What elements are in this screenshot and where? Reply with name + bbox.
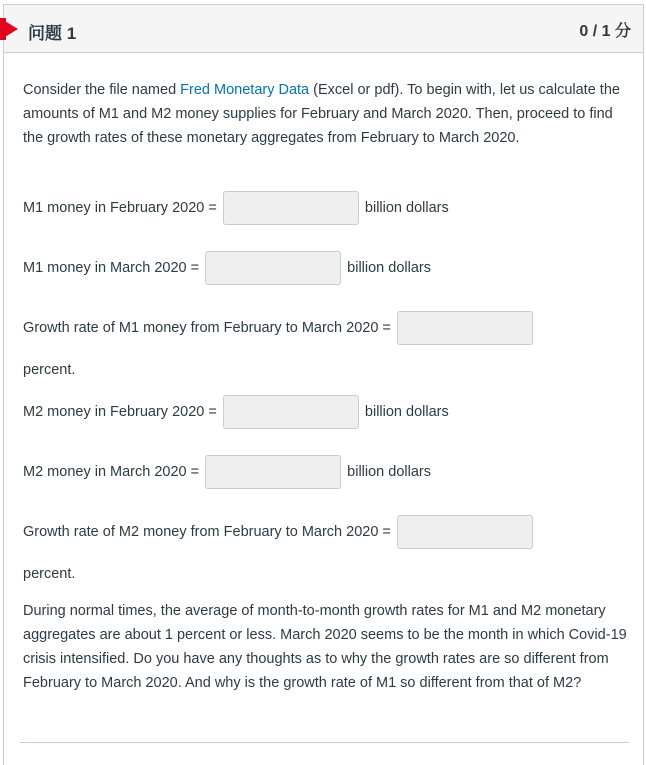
m2-feb-unit: billion dollars (364, 404, 449, 420)
m1-feb-unit: billion dollars (364, 200, 449, 216)
m1-mar-label: M1 money in March 2020 = (23, 260, 200, 276)
divider (20, 742, 629, 743)
m2-mar-unit: billion dollars (347, 464, 431, 480)
m2-mar-row (23, 455, 431, 489)
m1-feb-label: M1 money in February 2020 = (23, 200, 217, 216)
m2-growth-label: Growth rate of M2 money from February to March 2020 = (23, 524, 391, 540)
question-header (4, 5, 643, 53)
question-title: 问题 1 (28, 24, 77, 43)
m1-mar-unit: billion dollars (347, 260, 431, 276)
m1-mar-input[interactable] (205, 251, 341, 285)
closing-paragraph: During normal times, the average of month-to-month growth rates for M1 and M2 monetary aggregates are about 1 percent or less. March 2020 seems to be the month in which Covid-19 crisis intensified. Do you have any thoughts as to why the growth rates are so different from February to March 2020. And why is the growth rate of M1 so different from that of M2? (23, 603, 627, 691)
m2-growth-row (23, 515, 535, 549)
m1-growth-unit: percent. (23, 362, 76, 378)
question-points: 0 / 1 分 (579, 23, 631, 40)
flag-arrow-icon[interactable] (0, 18, 18, 40)
m2-mar-label: M2 money in March 2020 = (23, 464, 200, 480)
m1-feb-row (23, 191, 449, 225)
m1-growth-input[interactable] (397, 311, 533, 345)
m1-feb-input[interactable] (223, 191, 359, 225)
m1-growth-row (23, 311, 535, 345)
m2-growth-input[interactable] (397, 515, 533, 549)
m2-feb-input[interactable] (223, 395, 359, 429)
fred-monetary-data-link[interactable]: Fred Monetary Data (180, 82, 310, 98)
intro-text-rest: (Excel or pdf). To begin with, let us calculate the amounts of M1 and M2 money supplies for February and March 2020. Then, proceed to find the growth rates of these monetary aggregates from February to March 2020. (23, 82, 620, 146)
m2-feb-label: M2 money in February 2020 = (23, 404, 217, 420)
m2-feb-row (23, 395, 449, 429)
m1-mar-row (23, 251, 431, 285)
question-intro (23, 78, 623, 150)
m2-growth-unit: percent. (23, 566, 76, 582)
m2-mar-input[interactable] (205, 455, 341, 489)
intro-text-start: Consider the file named (23, 82, 181, 98)
m1-growth-label: Growth rate of M1 money from February to March 2020 = (23, 320, 391, 336)
